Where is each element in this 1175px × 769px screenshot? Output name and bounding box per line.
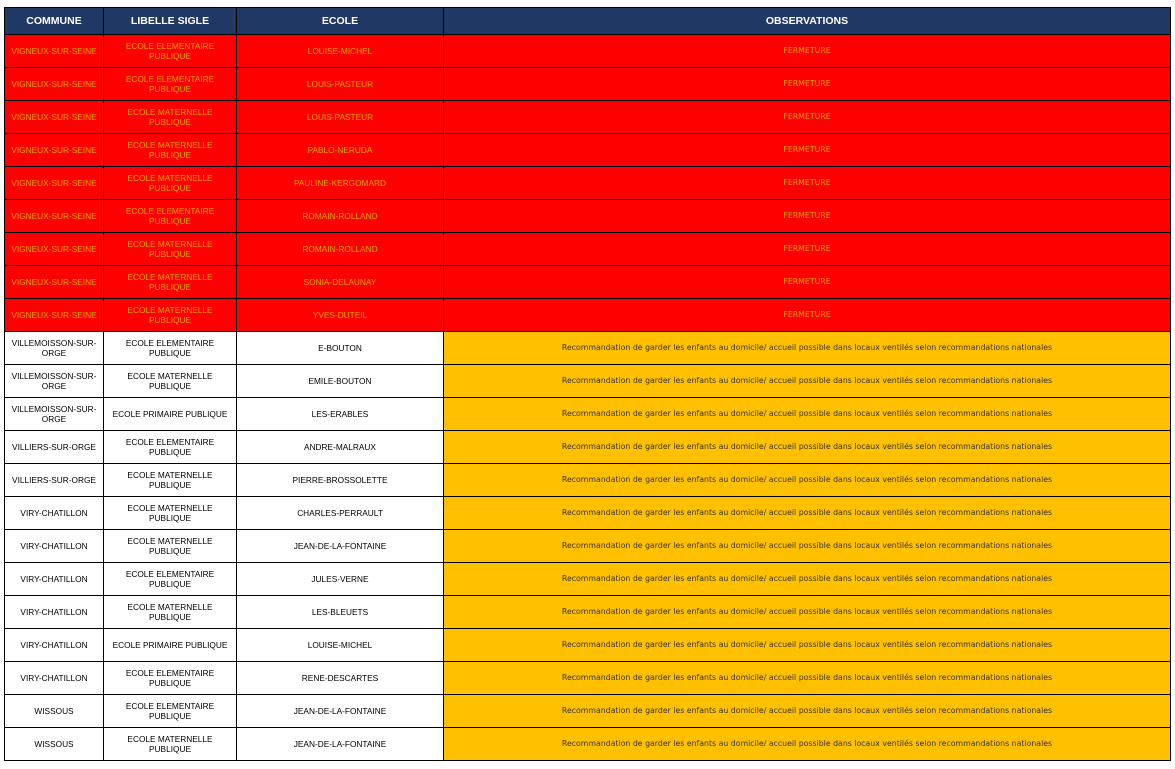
table-row [5,563,1171,596]
cell-libelle-sigle: ECOLE ELEMENTAIRE PUBLIQUE [104,35,237,68]
cell-ecole: RENE-DESCARTES [237,662,444,695]
cell-ecole: LOUISE-MICHEL [237,629,444,662]
table-row [5,497,1171,530]
cell-observation: Recommandation de garder les enfants au domicile/ accueil possible dans locaux ventilés selon recommandations nationales [444,464,1171,497]
cell-observation: Recommandation de garder les enfants au domicile/ accueil possible dans locaux ventilés selon recommandations nationales [444,728,1171,761]
cell-commune: WISSOUS [5,728,104,761]
cell-libelle-sigle: ECOLE PRIMAIRE PUBLIQUE [104,629,237,662]
cell-ecole: ROMAIN-ROLLAND [237,233,444,266]
cell-commune: VIGNEUX-SUR-SEINE [5,167,104,200]
header-commune: COMMUNE [5,8,104,35]
cell-commune: VIRY-CHATILLON [5,662,104,695]
table-row [5,629,1171,662]
cell-observation: Recommandation de garder les enfants au domicile/ accueil possible dans locaux ventilés selon recommandations nationales [444,398,1171,431]
cell-ecole: LES-BLEUETS [237,596,444,629]
cell-commune: VILLEMOISSON-SUR-ORGE [5,332,104,365]
table-row [5,35,1171,68]
cell-commune: VIRY-CHATILLON [5,497,104,530]
header-libelle-sigle: LIBELLE SIGLE [104,8,237,35]
table-row [5,134,1171,167]
cell-commune: VIRY-CHATILLON [5,563,104,596]
cell-observation: FERMETURE [444,35,1171,68]
cell-libelle-sigle: ECOLE ELEMENTAIRE PUBLIQUE [104,332,237,365]
cell-libelle-sigle: ECOLE MATERNELLE PUBLIQUE [104,365,237,398]
cell-commune: VIGNEUX-SUR-SEINE [5,233,104,266]
table-row [5,332,1171,365]
cell-commune: VILLIERS-SUR-ORGE [5,464,104,497]
cell-ecole: LOUISE-MICHEL [237,35,444,68]
cell-ecole: EMILE-BOUTON [237,365,444,398]
cell-libelle-sigle: ECOLE MATERNELLE PUBLIQUE [104,167,237,200]
cell-observation: FERMETURE [444,167,1171,200]
cell-observation: FERMETURE [444,68,1171,101]
cell-commune: VIGNEUX-SUR-SEINE [5,299,104,332]
table-row [5,596,1171,629]
cell-libelle-sigle: ECOLE MATERNELLE PUBLIQUE [104,728,237,761]
cell-ecole: JEAN-DE-LA-FONTAINE [237,530,444,563]
table-row [5,365,1171,398]
cell-commune: VILLEMOISSON-SUR-ORGE [5,365,104,398]
table-header [5,8,1171,35]
cell-ecole: JEAN-DE-LA-FONTAINE [237,728,444,761]
cell-observation: FERMETURE [444,266,1171,299]
cell-ecole: JULES-VERNE [237,563,444,596]
cell-ecole: LES-ERABLES [237,398,444,431]
cell-observation: Recommandation de garder les enfants au domicile/ accueil possible dans locaux ventilés selon recommandations nationales [444,332,1171,365]
cell-libelle-sigle: ECOLE ELEMENTAIRE PUBLIQUE [104,695,237,728]
cell-observation: Recommandation de garder les enfants au domicile/ accueil possible dans locaux ventilés selon recommandations nationales [444,596,1171,629]
table-row [5,101,1171,134]
cell-libelle-sigle: ECOLE ELEMENTAIRE PUBLIQUE [104,68,237,101]
cell-observation: Recommandation de garder les enfants au domicile/ accueil possible dans locaux ventilés selon recommandations nationales [444,431,1171,464]
cell-ecole: PABLO-NERUDA [237,134,444,167]
cell-libelle-sigle: ECOLE MATERNELLE PUBLIQUE [104,101,237,134]
table-row [5,728,1171,761]
cell-libelle-sigle: ECOLE ELEMENTAIRE PUBLIQUE [104,662,237,695]
cell-commune: VIGNEUX-SUR-SEINE [5,101,104,134]
table-body [5,35,1171,761]
cell-commune: VIGNEUX-SUR-SEINE [5,35,104,68]
cell-commune: VIRY-CHATILLON [5,596,104,629]
table-row [5,233,1171,266]
cell-libelle-sigle: ECOLE ELEMENTAIRE PUBLIQUE [104,200,237,233]
table-row [5,530,1171,563]
table-row [5,167,1171,200]
cell-ecole: ROMAIN-ROLLAND [237,200,444,233]
cell-ecole: PAULINE-KERGOMARD [237,167,444,200]
cell-ecole: YVES-DUTEIL [237,299,444,332]
cell-commune: VIGNEUX-SUR-SEINE [5,200,104,233]
cell-observation: Recommandation de garder les enfants au domicile/ accueil possible dans locaux ventilés selon recommandations nationales [444,695,1171,728]
cell-libelle-sigle: ECOLE MATERNELLE PUBLIQUE [104,134,237,167]
header-ecole: ECOLE [237,8,444,35]
cell-observation: FERMETURE [444,101,1171,134]
cell-observation: FERMETURE [444,299,1171,332]
table-row [5,68,1171,101]
cell-libelle-sigle: ECOLE MATERNELLE PUBLIQUE [104,233,237,266]
cell-ecole: E-BOUTON [237,332,444,365]
cell-ecole: SONIA-DELAUNAY [237,266,444,299]
cell-observation: Recommandation de garder les enfants au domicile/ accueil possible dans locaux ventilés selon recommandations nationales [444,530,1171,563]
cell-commune: VIGNEUX-SUR-SEINE [5,68,104,101]
cell-observation: FERMETURE [444,134,1171,167]
cell-ecole: LOUIS-PASTEUR [237,101,444,134]
header-observations: OBSERVATIONS [444,8,1171,35]
cell-libelle-sigle: ECOLE ELEMENTAIRE PUBLIQUE [104,431,237,464]
cell-observation: Recommandation de garder les enfants au domicile/ accueil possible dans locaux ventilés selon recommandations nationales [444,497,1171,530]
cell-libelle-sigle: ECOLE ELEMENTAIRE PUBLIQUE [104,563,237,596]
cell-observation: Recommandation de garder les enfants au domicile/ accueil possible dans locaux ventilés selon recommandations nationales [444,629,1171,662]
table-row [5,464,1171,497]
cell-commune: VILLIERS-SUR-ORGE [5,431,104,464]
cell-libelle-sigle: ECOLE MATERNELLE PUBLIQUE [104,596,237,629]
schools-table-sheet [4,7,1171,761]
table-row [5,662,1171,695]
cell-libelle-sigle: ECOLE PRIMAIRE PUBLIQUE [104,398,237,431]
cell-commune: VIRY-CHATILLON [5,530,104,563]
cell-libelle-sigle: ECOLE MATERNELLE PUBLIQUE [104,530,237,563]
header-row [5,8,1171,35]
cell-commune: WISSOUS [5,695,104,728]
cell-observation: Recommandation de garder les enfants au domicile/ accueil possible dans locaux ventilés selon recommandations nationales [444,365,1171,398]
cell-observation: FERMETURE [444,233,1171,266]
table-row [5,266,1171,299]
table-row [5,695,1171,728]
cell-observation: FERMETURE [444,200,1171,233]
schools-table [4,7,1171,761]
table-row [5,398,1171,431]
cell-libelle-sigle: ECOLE MATERNELLE PUBLIQUE [104,464,237,497]
cell-ecole: JEAN-DE-LA-FONTAINE [237,695,444,728]
cell-commune: VILLEMOISSON-SUR-ORGE [5,398,104,431]
cell-ecole: ANDRE-MALRAUX [237,431,444,464]
cell-libelle-sigle: ECOLE MATERNELLE PUBLIQUE [104,497,237,530]
cell-observation: Recommandation de garder les enfants au domicile/ accueil possible dans locaux ventilés selon recommandations nationales [444,662,1171,695]
cell-commune: VIGNEUX-SUR-SEINE [5,266,104,299]
cell-commune: VIRY-CHATILLON [5,629,104,662]
cell-ecole: LOUIS-PASTEUR [237,68,444,101]
cell-libelle-sigle: ECOLE MATERNELLE PUBLIQUE [104,299,237,332]
table-row [5,200,1171,233]
cell-ecole: PIERRE-BROSSOLETTE [237,464,444,497]
table-row [5,299,1171,332]
cell-libelle-sigle: ECOLE MATERNELLE PUBLIQUE [104,266,237,299]
cell-observation: Recommandation de garder les enfants au domicile/ accueil possible dans locaux ventilés selon recommandations nationales [444,563,1171,596]
table-row [5,431,1171,464]
cell-ecole: CHARLES-PERRAULT [237,497,444,530]
cell-commune: VIGNEUX-SUR-SEINE [5,134,104,167]
